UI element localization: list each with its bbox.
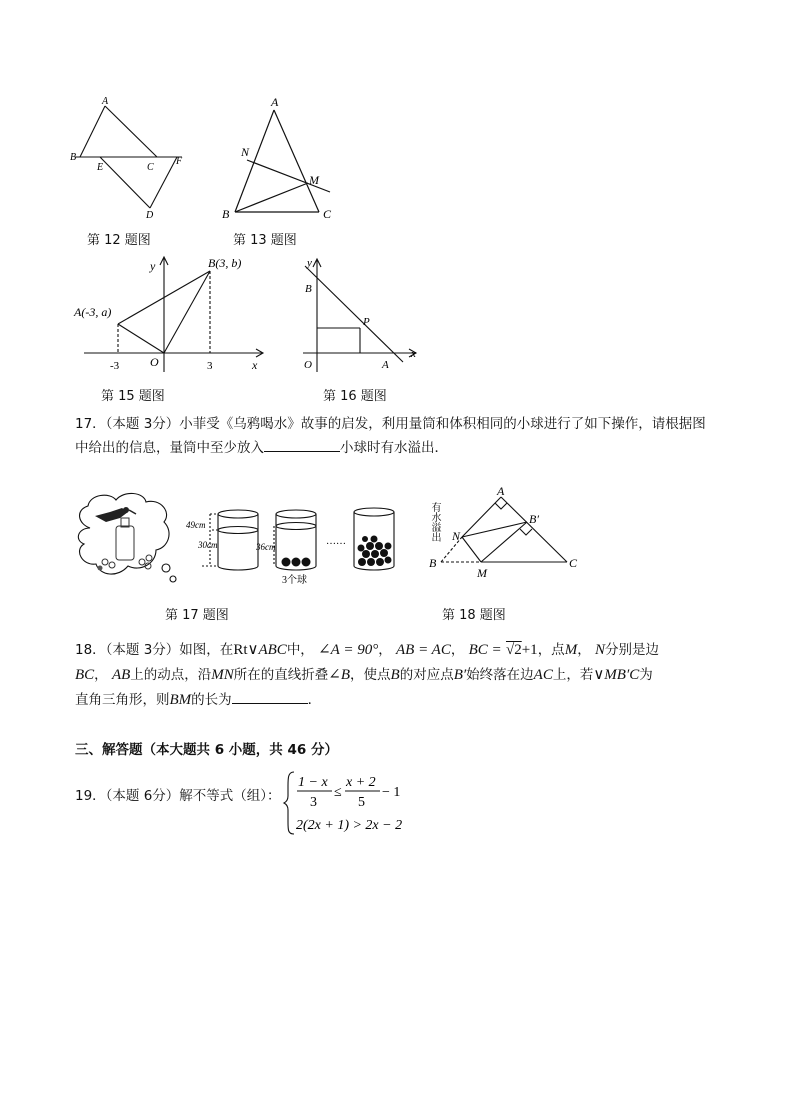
q18-text-11: 为	[639, 667, 653, 683]
q18-point-b: B	[390, 667, 400, 683]
fig13-label-n: N	[241, 145, 250, 159]
q18-text-5: 上的动点，沿	[130, 667, 212, 683]
fig13-label-c: C	[323, 207, 332, 221]
q18-text-10: 上，若	[552, 667, 594, 683]
fig17-caption: 第 17 题图	[165, 608, 229, 623]
q18-text-2: 中，	[286, 642, 314, 658]
q19-frac1-den: 3	[310, 795, 317, 810]
q18-sqrt2: √2	[505, 642, 522, 658]
q18-triangle-mbc: ∨MB′C	[593, 667, 640, 683]
fig12-line-fd	[150, 157, 177, 208]
q19-inequality-system	[282, 768, 422, 838]
fig16-label-b: B	[305, 283, 312, 295]
fig13-line-bm	[235, 183, 308, 212]
fig16-line-ba	[305, 266, 403, 362]
q18-text-4: 分别是边	[605, 642, 659, 658]
fig16-label-y: y	[307, 257, 312, 269]
figure-15	[72, 252, 272, 377]
fig17-many-balls	[358, 536, 392, 567]
q18-triangle-abc: ∨ABC	[247, 642, 287, 658]
q18-comma-1: ，	[378, 642, 392, 658]
q17-line1: 17．（本题 3分）小菲受《乌鸦喝水》故事的启发，利用量筒和体积相同的小球进行了如下操作，请根据图	[75, 416, 706, 432]
q18-angle-a: ∠A = 90°	[318, 642, 379, 658]
fig18-right-angle-bp	[520, 529, 532, 535]
q19-frac2-num: x + 2	[346, 775, 376, 790]
figure-13	[215, 92, 340, 227]
fig15-tick-3: 3	[207, 360, 213, 372]
fig12-label-c: C	[147, 162, 154, 173]
fig17-three-balls	[282, 558, 311, 567]
q18-comma-4: ，	[94, 667, 108, 683]
q18-line1	[75, 638, 725, 663]
fig13-label-a: A	[271, 95, 279, 109]
fig13-label-m: M	[309, 173, 319, 187]
q18-line2	[75, 663, 725, 688]
fig15-caption: 第 15 题图	[101, 389, 165, 404]
q19-leq: ≤	[334, 785, 342, 800]
q18-comma-3: ，	[577, 642, 591, 658]
q18-point-bprime: B′	[453, 667, 467, 683]
q18-plus1: +1	[521, 642, 538, 658]
fig15-tick-neg3: -3	[110, 360, 120, 372]
q18-side-ab: AB	[111, 667, 131, 683]
fig15-label-x: x	[252, 358, 258, 372]
q18-answer-blank[interactable]	[232, 689, 308, 704]
q18-point-m: M	[564, 642, 578, 658]
fig12-caption: 第 12 题图	[87, 233, 151, 248]
fig18-label-n: N	[452, 529, 461, 543]
figure-17	[70, 488, 440, 598]
fig13-label-b: B	[222, 207, 230, 221]
question-18	[75, 638, 725, 713]
q19-minus1: − 1	[382, 785, 401, 800]
figure-12	[70, 92, 190, 222]
fig15-label-a: A(-3, a)	[74, 305, 112, 319]
fig18-label-a: A	[497, 484, 505, 498]
fig17-height-49: 49cm	[186, 520, 206, 530]
q18-text-9: 始终落在边	[466, 667, 534, 683]
q17-answer-blank[interactable]	[264, 437, 340, 452]
q18-text-13: 的长为	[191, 692, 232, 708]
fig18-line-ac	[501, 497, 567, 562]
q18-period: ．	[307, 692, 322, 708]
fig18-right-angle-a	[495, 503, 507, 509]
fig16-label-a: A	[382, 359, 389, 371]
section-3-heading: 三、解答题（本大题共 6 小题，共 46 分）	[75, 742, 338, 758]
fig12-label-a: A	[102, 96, 109, 107]
fig13-line-ac	[274, 110, 319, 212]
fig15-label-b: B(3, b)	[208, 256, 242, 270]
fig17-height-36: 36cm	[256, 542, 276, 552]
figure-18	[425, 485, 590, 590]
fig17-thought-cloud	[78, 493, 176, 582]
fig12-label-d: D	[146, 210, 154, 221]
q18-segment-bm: BM	[169, 692, 192, 708]
fig15-line-ob	[164, 271, 210, 353]
q19-prompt: 19．（本题 6分）解不等式（组）：	[75, 788, 281, 804]
fig17-overflow-text: 有水溢出	[400, 502, 440, 513]
q18-bc-eq: BC =	[468, 642, 502, 658]
fig16-label-p: P	[363, 316, 370, 328]
q18-line-mn: MN	[211, 667, 234, 683]
fig12-line-ac	[105, 106, 157, 157]
q18-side-ac: AC	[533, 667, 553, 683]
fig12-label-f: F	[176, 156, 183, 167]
q17-line2	[75, 436, 725, 460]
fig16-label-o: O	[304, 359, 312, 371]
fig18-label-bprime: B′	[529, 512, 539, 526]
q18-comma-2: ，	[450, 642, 465, 658]
q18-text-3: ，点	[537, 642, 565, 658]
fig16-label-x: x	[411, 348, 416, 360]
q18-rt: Rt	[233, 642, 248, 658]
fig15-line-ao	[118, 324, 164, 353]
fig18-line-nbp	[462, 522, 527, 537]
q18-ab-eq-ac: AB = AC	[396, 642, 451, 658]
fig16-caption: 第 16 题图	[323, 389, 387, 404]
q17-line2-end: 小球时有水溢出．	[340, 440, 448, 456]
fig12-line-ab	[80, 106, 105, 157]
q18-text-1: 18．（本题 3分）如图，在	[75, 642, 234, 658]
q18-text-6: 所在的直线折叠	[233, 667, 329, 683]
q17-line2-start: 中给出的信息，量筒中至少放入	[75, 440, 264, 456]
fig17-height-30: 30cm	[198, 540, 218, 550]
fig15-label-y: y	[150, 259, 156, 273]
q18-text-8: 的对应点	[399, 667, 454, 683]
fig12-label-b: B	[70, 152, 77, 163]
fig18-caption: 第 18 题图	[442, 608, 506, 623]
fig12-label-e: E	[97, 162, 104, 173]
fig18-label-c: C	[569, 556, 578, 570]
q18-text-12: 直角三角形，则	[75, 692, 170, 708]
q18-line3	[75, 688, 725, 713]
fig17-balls-label: 3个球	[282, 575, 307, 586]
fig18-line-mbp	[481, 522, 527, 562]
q19-line2: 2(2x + 1) > 2x − 2	[296, 818, 403, 833]
fig17-dots: ……	[326, 536, 346, 547]
q18-side-bc: BC	[75, 667, 95, 683]
q18-angle-b: ∠B	[328, 667, 351, 683]
q19-frac1-num: 1 − x	[298, 775, 328, 790]
fig13-caption: 第 13 题图	[233, 233, 297, 248]
question-17	[75, 412, 725, 460]
figure-16	[295, 252, 425, 377]
q19-frac2-den: 5	[358, 795, 365, 810]
fig18-line-nm	[462, 537, 481, 562]
fig18-label-b: B	[429, 556, 437, 570]
q18-point-n: N	[594, 642, 605, 658]
fig13-line-ab	[235, 110, 274, 212]
fig12-line-ed	[100, 157, 150, 208]
q18-text-7: ，使点	[350, 667, 391, 683]
q19-brace	[284, 772, 294, 834]
fig15-label-o: O	[150, 355, 159, 369]
fig18-label-m: M	[477, 566, 487, 580]
